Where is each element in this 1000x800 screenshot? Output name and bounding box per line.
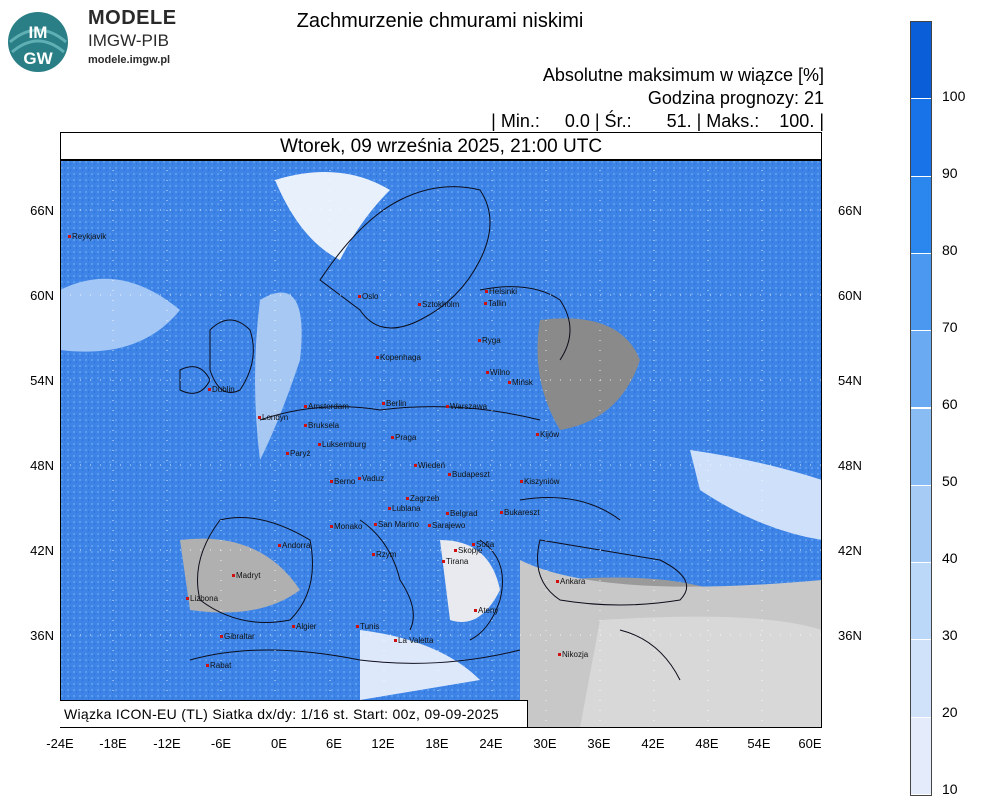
city-label: Londyn xyxy=(262,413,289,422)
lat-label-left: 36N xyxy=(30,628,54,643)
city-label: Reykjavik xyxy=(72,232,107,241)
city-label: Rzym xyxy=(376,550,397,559)
city-label: Lublana xyxy=(392,504,421,513)
colorbar-segment xyxy=(911,718,931,795)
city-label: San Marino xyxy=(378,520,419,529)
colorbar-label: 80 xyxy=(942,242,958,258)
city-label: Zagrzeb xyxy=(410,494,440,503)
lon-label: -12E xyxy=(153,736,181,751)
city-label: Berno xyxy=(334,477,356,486)
info-box xyxy=(491,64,824,133)
colorbar-segment xyxy=(911,22,931,99)
colorbar-segment xyxy=(911,563,931,640)
lat-label-right: 42N xyxy=(838,543,862,558)
city-label: Sarajewo xyxy=(432,521,466,530)
city-label: Ryga xyxy=(482,336,501,345)
lat-label-left: 66N xyxy=(30,203,54,218)
colorbar xyxy=(910,21,932,796)
city-label: Bruksela xyxy=(308,421,340,430)
city-label: Helsinki xyxy=(489,287,518,296)
city-label: Ankara xyxy=(560,577,586,586)
city-label: Nikozja xyxy=(562,650,589,659)
lon-label: -18E xyxy=(99,736,127,751)
colorbar-label: 70 xyxy=(942,319,958,335)
date-banner: Wtorek, 09 września 2025, 21:00 UTC xyxy=(60,132,822,160)
lon-label: 12E xyxy=(371,736,395,751)
forecast-map xyxy=(60,160,822,728)
lat-label-left: 42N xyxy=(30,543,54,558)
city-label: Andorra xyxy=(282,541,311,550)
colorbar-label: 20 xyxy=(942,704,958,720)
city-label: Warszawa xyxy=(450,402,488,411)
map-title: Zachmurzenie chmurami niskimi xyxy=(296,10,584,32)
lat-label-right: 48N xyxy=(838,458,862,473)
imgw-logo xyxy=(8,8,68,76)
city-label: Tallin xyxy=(488,299,507,308)
brand-name: MODELE xyxy=(88,7,177,29)
city-label: Rabat xyxy=(210,661,232,670)
city-label: Kopenhaga xyxy=(380,353,421,362)
city-label: Wilno xyxy=(490,368,511,377)
brand-url: modele.imgw.pl xyxy=(88,54,171,66)
city-label: Amsterdam xyxy=(308,402,349,411)
colorbar-label: 100 xyxy=(942,88,966,104)
city-label: Kijów xyxy=(540,430,560,439)
city-label: La Valetta xyxy=(398,636,434,645)
city-label: Oslo xyxy=(362,292,379,301)
colorbar-segment xyxy=(911,177,931,254)
city-label: Belgrad xyxy=(450,509,478,518)
lon-label: 54E xyxy=(747,736,771,751)
city-label: Bukareszt xyxy=(504,508,540,517)
city-label: Tunis xyxy=(360,622,380,631)
svg-text:GW: GW xyxy=(23,49,53,68)
lat-label-left: 48N xyxy=(30,458,54,473)
city-label: Luksemburg xyxy=(322,440,367,449)
city-label: Algier xyxy=(296,622,317,631)
city-label: Lizbona xyxy=(190,594,219,603)
lat-label-right: 66N xyxy=(838,203,862,218)
info-line-2: Godzina prognozy: 21 xyxy=(647,88,824,108)
colorbar-label: 50 xyxy=(942,473,958,489)
colorbar-label: 90 xyxy=(942,165,958,181)
lat-label-right: 36N xyxy=(838,628,862,643)
colorbar-label: 40 xyxy=(942,550,958,566)
lat-label-left: 60N xyxy=(30,288,54,303)
city-label: Mińsk xyxy=(512,378,533,387)
lon-label: -24E xyxy=(46,736,74,751)
colorbar-segment xyxy=(911,640,931,717)
city-label: Paryż xyxy=(290,449,311,458)
city-label: Skopje xyxy=(458,546,483,555)
city-label: Monako xyxy=(334,522,363,531)
city-label: Kiszyniów xyxy=(524,477,560,486)
colorbar-segment xyxy=(911,409,931,486)
lon-label: 60E xyxy=(798,736,822,751)
info-line-3: | Min.: 0.0 | Śr.: 51. | Maks.: 100. | xyxy=(491,111,824,131)
lon-label: 6E xyxy=(326,736,342,751)
city-label: Ateny xyxy=(478,606,499,615)
city-label: Madryt xyxy=(236,571,261,580)
city-label: Sztokholm xyxy=(422,300,460,309)
lon-label: 0E xyxy=(271,736,287,751)
city-label: Praga xyxy=(395,433,417,442)
city-label: Vaduz xyxy=(362,474,385,483)
city-label: Wiedeń xyxy=(418,461,446,470)
city-label: Dublin xyxy=(212,385,235,394)
lon-label: 42E xyxy=(641,736,665,751)
colorbar-label: 10 xyxy=(942,781,958,797)
colorbar-segment xyxy=(911,331,931,408)
model-footer: Wiązka ICON-EU (TL) Siatka dx/dy: 1/16 st. Start: 00z, 09-09-2025 xyxy=(60,700,528,727)
lat-label-right: 54N xyxy=(838,373,862,388)
city-label: Budapeszt xyxy=(452,470,490,479)
colorbar-label: 30 xyxy=(942,627,958,643)
svg-text:IM: IM xyxy=(28,23,48,42)
lon-label: 24E xyxy=(479,736,503,751)
city-label: Berlin xyxy=(386,399,407,408)
lon-label: 30E xyxy=(533,736,557,751)
colorbar-segment xyxy=(911,486,931,563)
lat-label-left: 54N xyxy=(30,373,54,388)
colorbar-segment xyxy=(911,99,931,176)
colorbar-segment xyxy=(911,254,931,331)
brand-block xyxy=(88,8,177,66)
info-line-1: Absolutne maksimum w wiązce [%] xyxy=(542,65,824,85)
lon-label: 18E xyxy=(425,736,449,751)
lon-label: -6E xyxy=(210,736,232,751)
brand-org: IMGW-PIB xyxy=(88,31,169,50)
colorbar-label: 60 xyxy=(942,396,958,412)
city-label: Gibraltar xyxy=(224,632,255,641)
lon-label: 36E xyxy=(587,736,611,751)
city-label: Sofia xyxy=(476,540,495,549)
lon-label: 48E xyxy=(695,736,719,751)
clear-region xyxy=(580,617,822,728)
lat-label-right: 60N xyxy=(838,288,862,303)
city-label: Tirana xyxy=(446,557,469,566)
